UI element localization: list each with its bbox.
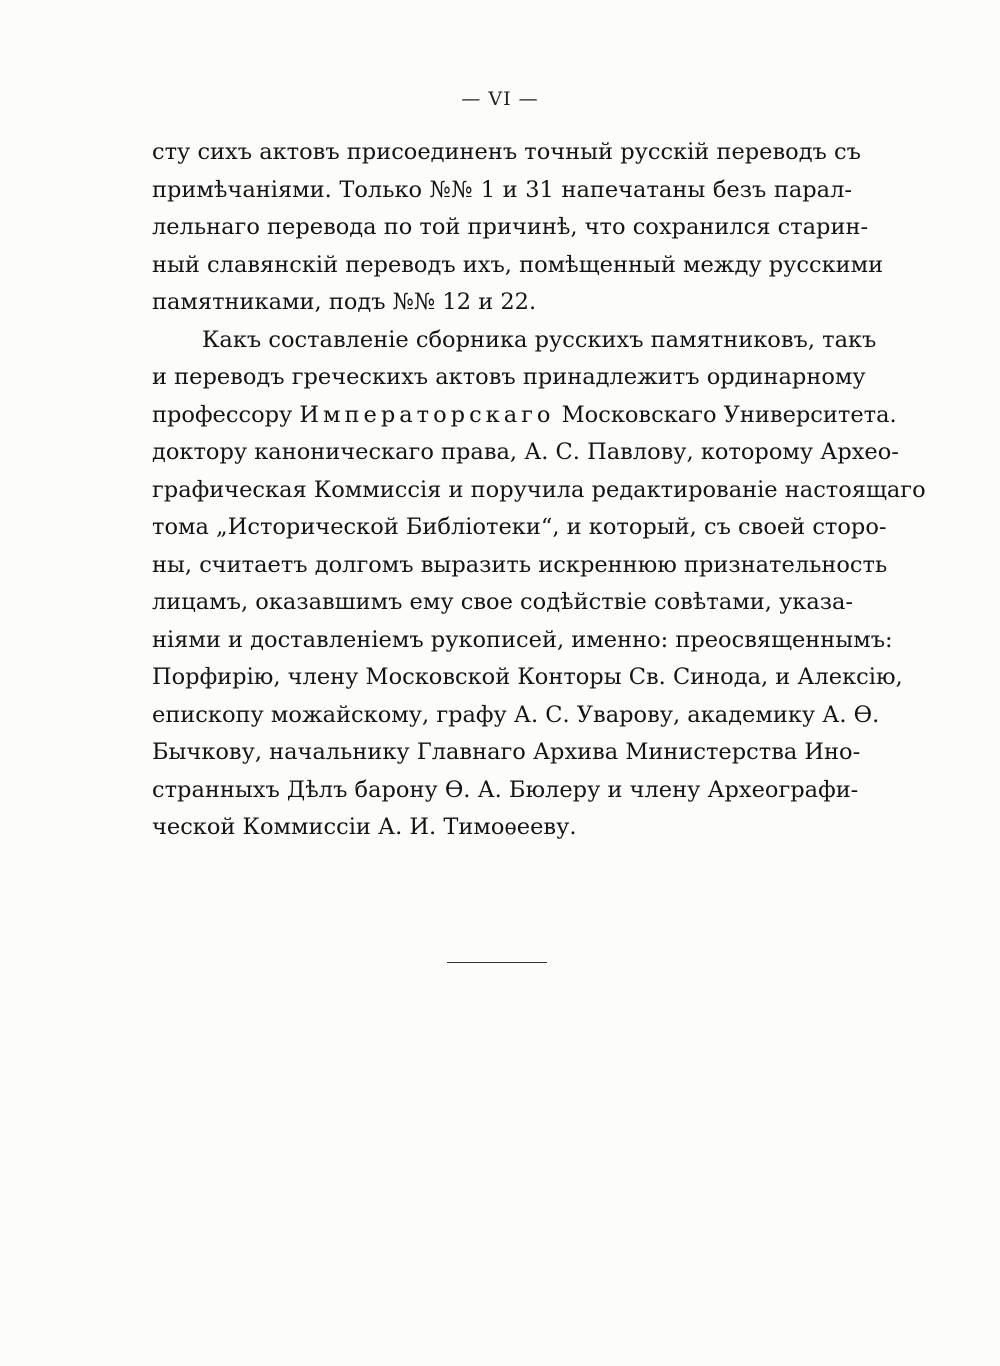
text-line: лельнаго перевода по той причинѣ, что сохранился старин- — [152, 214, 869, 240]
text-line: ный славянскій переводъ ихъ, помѣщенный между русскими — [152, 251, 884, 278]
text-line: сту сихъ актовъ присоединенъ точный русскій переводъ съ — [152, 139, 861, 165]
paragraph-2 — [152, 322, 926, 847]
text-line: памятниками, подъ №№ 12 и 22. — [152, 289, 537, 315]
text-line: ческой Коммиссіи А. И. Тимоѳееву. — [152, 814, 577, 840]
body-text — [152, 134, 926, 847]
line-segment: Московскаго Университета. — [554, 401, 897, 428]
page-number: — VI — — [461, 88, 539, 110]
text-line: ніями и доставленіемъ рукописей, именно: преосвященнымъ: — [152, 626, 893, 653]
text-line — [152, 397, 897, 435]
section-end-rule — [447, 962, 547, 963]
text-line: Бычкову, начальнику Главнаго Архива Министерства Ино- — [152, 739, 861, 765]
text-line: и переводъ греческихъ актовъ принадлежитъ ординарному — [152, 364, 866, 390]
emphasized-word: Императорскаго — [299, 401, 555, 428]
text-line: странныхъ Дѣлъ барону Ѳ. А. Бюлеру и члену Археографи- — [152, 776, 859, 803]
paragraph-1 — [152, 134, 884, 322]
text-line: примѣчаніями. Только №№ 1 и 31 напечатаны безъ парал- — [152, 176, 852, 203]
text-line: тома „Исторической Библіотеки“, и который, съ своей сторо- — [152, 514, 887, 540]
text-line: доктору каноническаго права, А. С. Павлову, которому Археo- — [152, 439, 899, 465]
line-segment: профессору — [152, 401, 300, 428]
text-line: лицамъ, оказавшимъ ему свое содѣйствіе совѣтами, указа- — [152, 589, 854, 615]
text-line: графическая Коммиссія и поручила редактированіе настоящаго — [152, 476, 926, 503]
text-line: Какъ составленіе сборника русскихъ памятниковъ, такъ — [202, 326, 877, 353]
text-line: Порфирію, члену Московской Конторы Св. Синода, и Алексію, — [152, 664, 903, 690]
text-line: ны, считаетъ долгомъ выразить искреннюю признательность — [152, 551, 888, 578]
text-line: епископу можайскому, графу А. С. Уварову, академику А. Ѳ. — [152, 701, 880, 728]
